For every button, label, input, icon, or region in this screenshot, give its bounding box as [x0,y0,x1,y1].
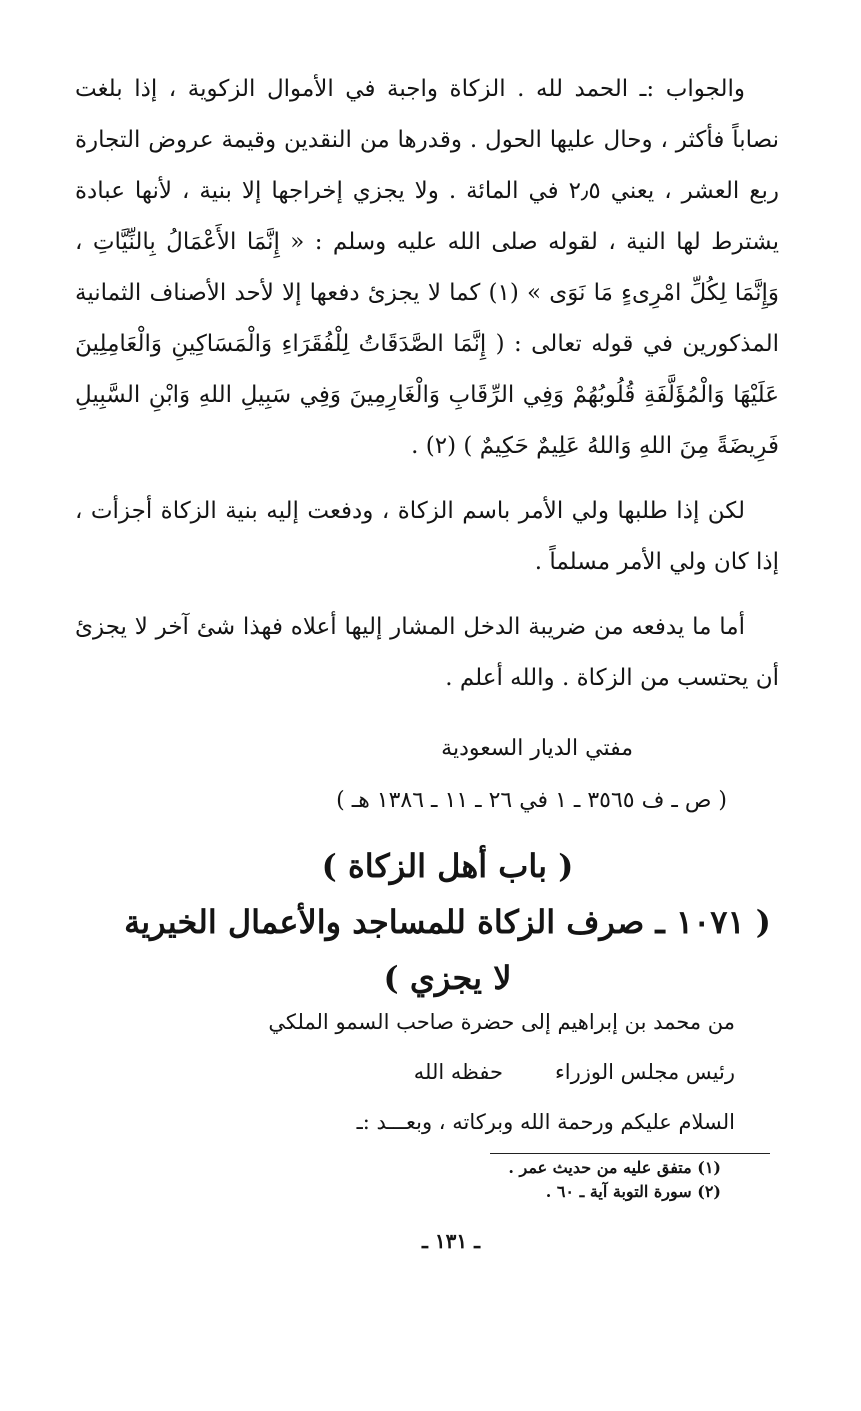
letter-blessing: حفظه الله [413,1060,503,1084]
section-headings [110,838,785,1006]
answer-paragraph-ruler-collection: لكن إذا طلبها ولي الأمر باسم الزكاة ، ودفعت إليه بنية الزكاة أجزأت ، إذا كان ولي الأمر مسلماً . [75,498,779,575]
page-number: ـ ١٣١ ـ [422,1229,480,1253]
fatwa-title-line-1: ( ١٠٧١ ـ صرف الزكاة للمساجد والأعمال الخيرية [124,903,771,941]
answer-paragraph-income-tax: أما ما يدفعه من ضريبة الدخل المشار إليها أعلاه فهذا شئ آخر لا يجزئ أن يحتسب من الزكاة . والله أعلم . [75,614,779,691]
letter-recipient-title: رئيس مجلس الوزراء [554,1060,735,1084]
letter-sender: من محمد بن إبراهيم إلى حضرة صاحب السمو الملكي [268,1010,735,1034]
fatwa-title-line-2: لا يجزي ) [383,959,512,997]
fatwa-reference-number: ( ص ـ ف ٣٥٦٥ ـ ١ في ٢٦ ـ ١١ ـ ١٣٨٦ هـ ) [336,788,727,813]
footnote-divider [490,1153,770,1154]
answer-paragraph-zakat-conditions: والجواب :ـ الحمد لله . الزكاة واجبة في الأموال الزكوية ، إذا بلغت نصاباً فأكثر ، وحال عليها الحول . وقدرها من النقدين وقيمة عروض التجارة ربع العشر ، يعني ٢٫٥ في المائة . ولا يجزي إخراجها إلا بنية ، لأنها عبادة يشترط لها النية ، لقوله صلى الله عليه وسلم : « إِنَّمَا الأَعْمَالُ بِالنِّيَّاتِ ، وَإِنَّمَا لِكُلِّ امْرِىءٍ مَا نَوَى » (١) كما لا يجزئ دفعها إلا لأحد الأصناف الثمانية المذكورين في قوله تعالى : ( إِنَّمَا الصَّدَقَاتُ لِلْفُقَرَاءِ وَالْمَسَاكِينِ وَالْعَامِلِينَ عَلَيْهَا وَالْمُؤَلَّفَةِ قُلُوبُهُمْ وَفِي الرِّقَابِ وَالْغَارِمِينَ وَفِي سَبِيلِ اللهِ وَابْنِ السَّبِيلِ فَرِيضَةً مِنَ اللهِ وَاللهُ عَلِيمٌ حَكِيمٌ ) (٢) . [75,76,779,459]
answer-body [75,64,779,704]
footnotes [508,1156,721,1204]
chapter-heading: ( باب أهل الزكاة ) [321,847,574,885]
mufti-signature: مفتي الديار السعودية [441,736,633,761]
footnote-2: (٢) سورة التوبة آية ـ ٦٠ . [545,1182,721,1201]
footnote-1: (١) متفق عليه من حديث عمر . [508,1158,721,1177]
letter-greeting: السلام عليكم ورحمة الله وبركاته ، وبعـــد :ـ [356,1110,735,1134]
